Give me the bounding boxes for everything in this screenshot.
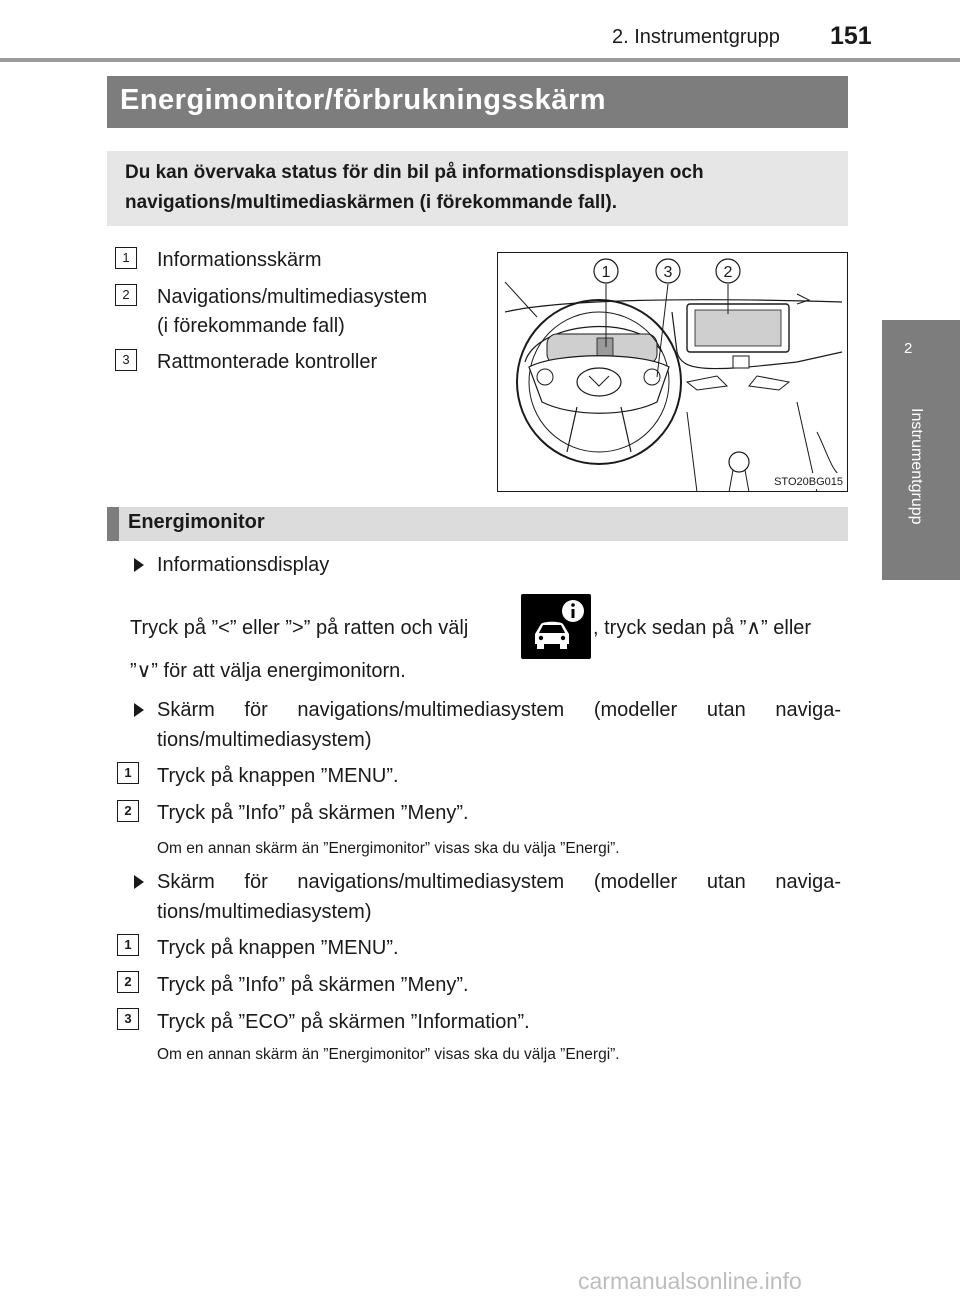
car-info-icon [521, 594, 591, 659]
block2-note: Om en annan skärm än ”Energimonitor” visas ska du välja ”Energi”. [157, 1046, 620, 1063]
block1-heading-line1: Skärm för navigations/multimediasystem (modeller utan naviga- [157, 699, 841, 721]
page-number: 151 [830, 22, 872, 50]
block2-step-text-2: Tryck på ”Info” på skärmen ”Meny”. [157, 974, 469, 996]
subsection-title: Energimonitor [128, 511, 265, 533]
display-instruction-part1: Tryck på ”<” eller ”>” på ratten och välj [130, 617, 469, 639]
callout-label-2-line2: (i förekommande fall) [157, 315, 345, 337]
callout-label-1: Informationsskärm [157, 249, 322, 271]
block2-step-text-1: Tryck på knappen ”MENU”. [157, 937, 399, 959]
block2-step-number-1: 1 [117, 934, 139, 956]
display-instruction-part2: , tryck sedan på ”∧” eller [593, 617, 812, 639]
block1-step-text-2: Tryck på ”Info” på skärmen ”Meny”. [157, 802, 469, 824]
block1-step-number-1: 1 [117, 762, 139, 784]
block2-step-text-3: Tryck på ”ECO” på skärmen ”Information”. [157, 1011, 530, 1033]
callout-number-1: 1 [115, 247, 137, 269]
subsection-bar-accent [107, 507, 119, 541]
block1-heading-line2: tions/multimediasystem) [157, 729, 372, 751]
chapter-tab-number: 2 [904, 340, 913, 357]
watermark: carmanualsonline.info [578, 1268, 802, 1294]
block1-step-number-2: 2 [117, 800, 139, 822]
bullet-triangle-icon [134, 558, 144, 572]
callout-label-3: Rattmonterade kontroller [157, 351, 378, 373]
page-title: Energimonitor/förbrukningsskärm [120, 84, 607, 116]
display-heading: Informationsdisplay [157, 554, 330, 576]
block2-step-number-2: 2 [117, 971, 139, 993]
block1-step-text-1: Tryck på knappen ”MENU”. [157, 765, 399, 787]
header-rule [0, 58, 960, 62]
bullet-triangle-icon [134, 875, 144, 889]
block2-heading-line2: tions/multimediasystem) [157, 901, 372, 923]
bullet-triangle-icon [134, 703, 144, 717]
figure-callout-2: 2 [723, 264, 733, 281]
chapter-tab-label: Instrumentgrupp [908, 408, 925, 525]
intro-text: Du kan övervaka status för din bil på informationsdisplayen och navigations/multimediaskärmen (i förekommande fall). [125, 162, 704, 213]
display-instruction-line2: ”∨” för att välja energimonitorn. [130, 660, 406, 682]
running-header-section: 2. Instrumentgrupp [612, 26, 780, 48]
block2-step-number-3: 3 [117, 1008, 139, 1030]
block1-note: Om en annan skärm än ”Energimonitor” visas ska du välja ”Energi”. [157, 840, 620, 857]
block2-heading-line1: Skärm för navigations/multimediasystem (modeller utan naviga- [157, 871, 841, 893]
figure-callout-1: 1 [601, 264, 611, 281]
figure-callout-3: 3 [663, 264, 673, 281]
callout-label-2: Navigations/multimediasystem [157, 286, 428, 308]
callout-number-3: 3 [115, 349, 137, 371]
callout-number-2: 2 [115, 284, 137, 306]
figure-code: STO20BG015 [774, 476, 843, 488]
dashboard-illustration [497, 252, 848, 492]
